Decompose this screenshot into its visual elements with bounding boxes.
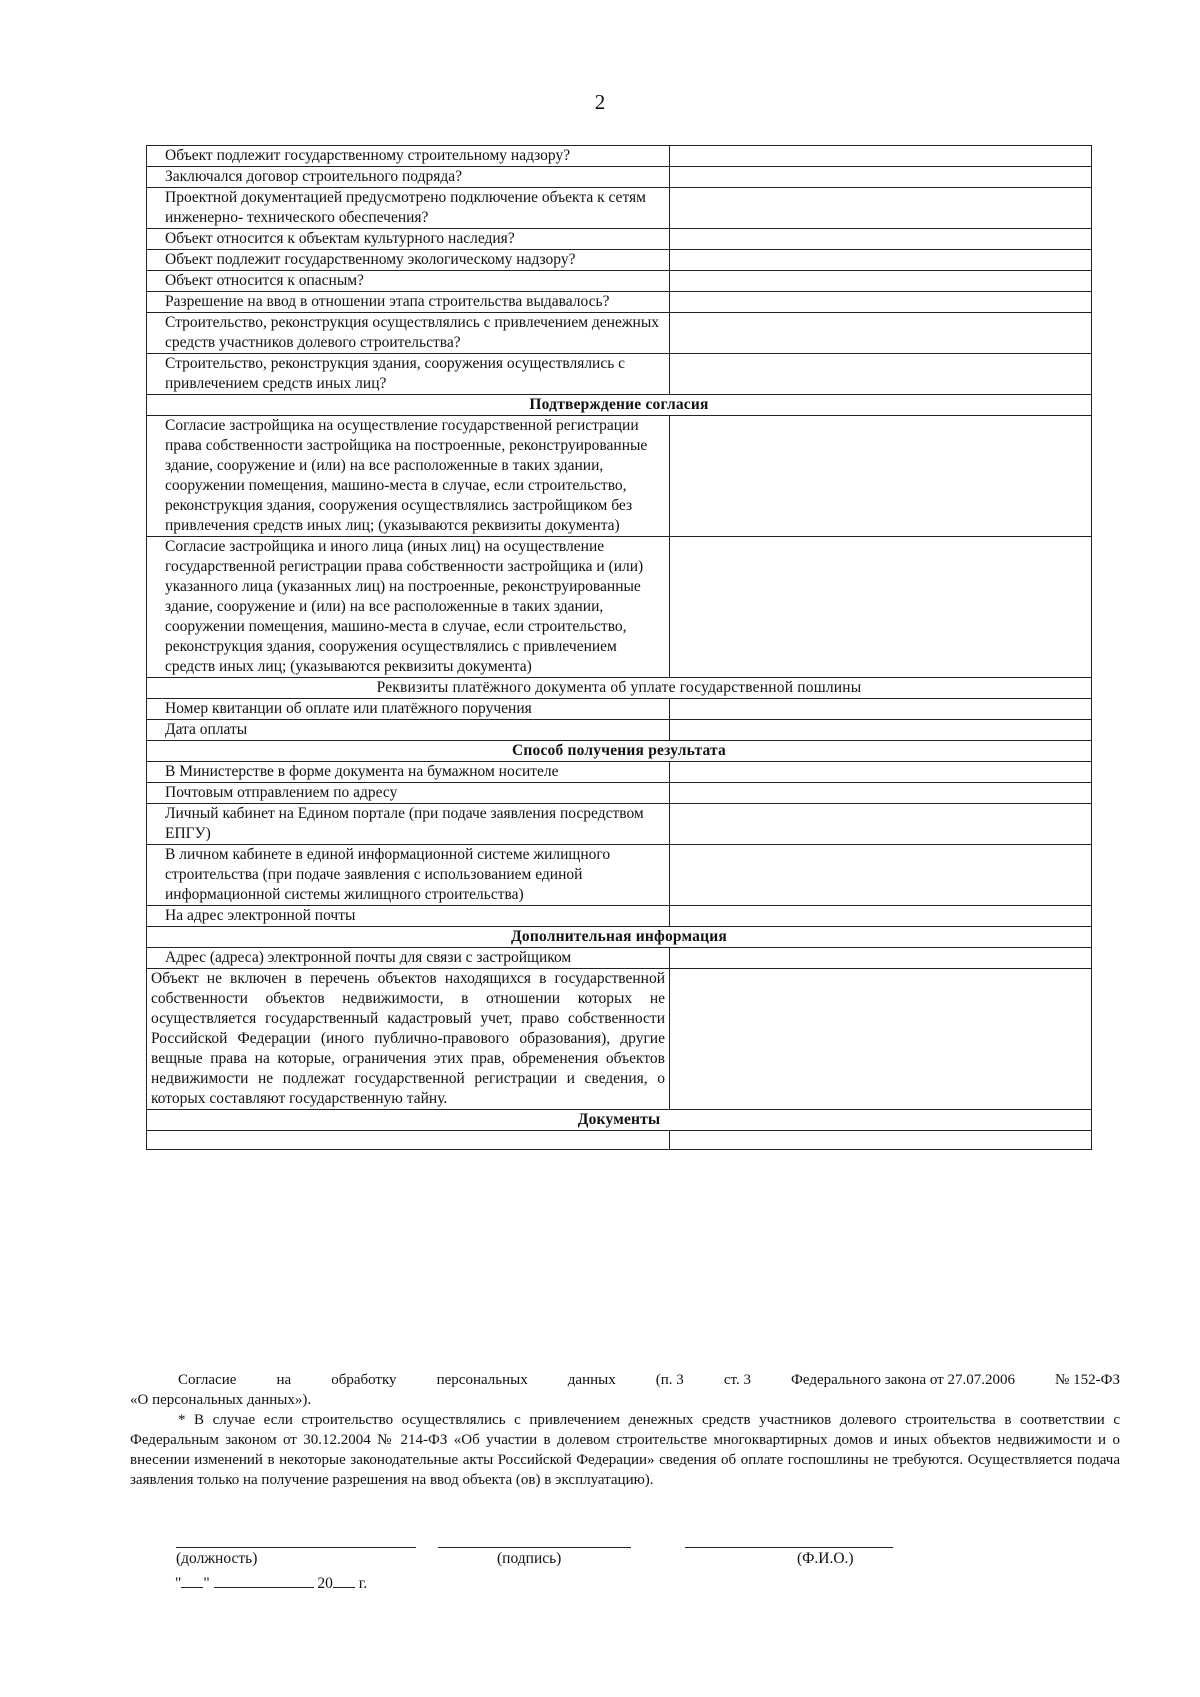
- consent-line-2: «О персональных данных»).: [130, 1392, 312, 1408]
- form-row: [147, 783, 1092, 804]
- row-label: В Министерстве в форме документа на бумажном носителе: [147, 762, 670, 783]
- day-blank[interactable]: [181, 1573, 203, 1588]
- form-row: [147, 188, 1092, 229]
- consent-word: данных: [567, 1372, 616, 1388]
- form-row: [147, 354, 1092, 395]
- signature-label: (подпись): [497, 1550, 562, 1567]
- row-label: Объект подлежит государственному строительному надзору?: [147, 146, 670, 167]
- row-label: Объект относится к объектам культурного наследия?: [147, 229, 670, 250]
- form-row: [147, 845, 1092, 906]
- date-field[interactable]: [175, 1573, 367, 1593]
- row-label: Согласие застройщика на осуществление государственной регистрации права собственности застройщика на построенные, реконструированные здание, сооружение и (или) на все расположенные в таких здании, сооружении помещения, машино-места в случае, если строительство, реконструкция здания, сооружения осуществлялись застройщиком без привлечения средств иных лиц; (указываются реквизиты документа): [147, 416, 670, 537]
- row-label: Личный кабинет на Едином портале (при подаче заявления посредством ЕПГУ): [147, 804, 670, 845]
- row-label: Разрешение на ввод в отношении этапа строительства выдавалось?: [147, 292, 670, 313]
- row-label: Строительство, реконструкция осуществлялись с привлечением денежных средств участников долевого строительства?: [147, 313, 670, 354]
- consent-word: Федерального закона от 27.07.2006: [791, 1372, 1015, 1388]
- row-value-field[interactable]: [670, 292, 1092, 313]
- application-form-table: [146, 145, 1092, 1150]
- page-number: 2: [594, 90, 606, 114]
- position-label: (должность): [176, 1550, 258, 1567]
- footnote-text: * В случае если строительство осуществлялись с привлечением денежных средств участников долевого строительства в соответствии с Федеральным законом от 30.12.2004 № 214-ФЗ «Об участии в долевом строительстве многоквартирных домов и иных объектов недвижимости и о внесении изменений в некоторые законодательные акты Российской Федерации» сведения об оплате госпошлины не требуются. Осуществляется подача заявления только на получение разрешения на ввод объекта (ов) в эксплуатацию).: [130, 1412, 1120, 1488]
- form-row: [147, 906, 1092, 927]
- form-row: [147, 313, 1092, 354]
- row-value-field[interactable]: [670, 969, 1092, 1110]
- section-title: Подтверждение согласия: [147, 395, 1092, 416]
- consent-word: № 152-ФЗ: [1055, 1372, 1120, 1388]
- section-header-payment: [147, 678, 1092, 699]
- form-row: [147, 762, 1092, 783]
- row-value-field[interactable]: [670, 804, 1092, 845]
- row-label: Объект относится к опасным?: [147, 271, 670, 292]
- section-header-additional: [147, 927, 1092, 948]
- row-value-field[interactable]: [670, 720, 1092, 741]
- row-label: Адрес (адреса) электронной почты для связи с застройщиком: [147, 948, 670, 969]
- section-title: Способ получения результата: [147, 741, 1092, 762]
- form-row: [147, 271, 1092, 292]
- section-header-consent: [147, 395, 1092, 416]
- row-value-field[interactable]: [670, 762, 1092, 783]
- section-title: Документы: [147, 1110, 1092, 1131]
- section-title: Дополнительная информация: [147, 927, 1092, 948]
- footnote: [130, 1410, 1120, 1490]
- row-value-field[interactable]: [670, 699, 1092, 720]
- year-blank[interactable]: [333, 1573, 355, 1588]
- form-row: [147, 167, 1092, 188]
- date-quote-open: ": [175, 1575, 182, 1592]
- row-value-field[interactable]: [670, 167, 1092, 188]
- date-suffix: г.: [358, 1575, 368, 1592]
- row-value-field[interactable]: [670, 783, 1092, 804]
- form-row: [147, 699, 1092, 720]
- form-row: [147, 948, 1092, 969]
- row-label: Объект подлежит государственному экологическому надзору?: [147, 250, 670, 271]
- row-value-field[interactable]: [670, 906, 1092, 927]
- row-label: На адрес электронной почты: [147, 906, 670, 927]
- row-label: Заключался договор строительного подряда?: [147, 167, 670, 188]
- documents-value-field[interactable]: [670, 1131, 1092, 1150]
- date-quote-close: ": [203, 1575, 210, 1592]
- section-title: Реквизиты платёжного документа об уплате государственной пошлины: [147, 678, 1092, 699]
- row-label: В личном кабинете в единой информационной системе жилищного строительства (при подаче заявления с использованием единой информационной системы жилищного строительства): [147, 845, 670, 906]
- row-value-field[interactable]: [670, 948, 1092, 969]
- form-row: [147, 537, 1092, 678]
- date-year-prefix: 20: [317, 1575, 333, 1592]
- row-value-field[interactable]: [670, 313, 1092, 354]
- personal-data-consent-note: [130, 1370, 1120, 1410]
- row-value-field[interactable]: [670, 845, 1092, 906]
- row-value-field[interactable]: [670, 188, 1092, 229]
- position-line[interactable]: [176, 1547, 416, 1548]
- row-label: Дата оплаты: [147, 720, 670, 741]
- row-value-field[interactable]: [670, 416, 1092, 537]
- form-row: [147, 804, 1092, 845]
- consent-word: обработку: [331, 1372, 397, 1388]
- form-row: [147, 416, 1092, 537]
- form-row: [147, 229, 1092, 250]
- row-value-field[interactable]: [670, 146, 1092, 167]
- row-value-field[interactable]: [670, 250, 1092, 271]
- consent-word: ст. 3: [723, 1372, 751, 1388]
- row-value-field[interactable]: [670, 354, 1092, 395]
- form-row: [147, 292, 1092, 313]
- row-label: Строительство, реконструкция здания, сооружения осуществлялись с привлечением средств иных лиц?: [147, 354, 670, 395]
- row-label: Номер квитанции об оплате или платёжного поручения: [147, 699, 670, 720]
- row-label: Почтовым отправлением по адресу: [147, 783, 670, 804]
- row-label: Объект не включен в перечень объектов находящихся в государственной собственности объектов недвижимости, в отношении которых не осуществляется государственный кадастровый учет, право собственности Российской Федерации (иного публично-правового образования), другие вещные права на которые, ограничения этих прав, обременения объектов недвижимости не подлежат государственной регистрации и сведения, о которых составляют государственную тайну.: [147, 969, 670, 1110]
- row-label: Согласие застройщика и иного лица (иных лиц) на осуществление государственной регистрации права собственности застройщика и (или) указанного лица (указанных лиц) на построенные, реконструированные здание, сооружение и (или) на все расположенные в таких здании, сооружении помещения, машино-места в случае, если строительство, реконструкция здания, сооружения осуществлялись с привлечением средств иных лиц; (указываются реквизиты документа): [147, 537, 670, 678]
- form-row: [147, 1131, 1092, 1150]
- consent-word: персональных: [436, 1372, 528, 1388]
- form-row: [147, 969, 1092, 1110]
- fio-line[interactable]: [685, 1547, 893, 1548]
- documents-field[interactable]: [147, 1131, 670, 1150]
- signature-line[interactable]: [438, 1547, 631, 1548]
- consent-word: Согласие: [178, 1372, 237, 1388]
- form-row: [147, 250, 1092, 271]
- row-label: Проектной документацией предусмотрено подключение объекта к сетям инженерно- технического обеспечения?: [147, 188, 670, 229]
- row-value-field[interactable]: [670, 229, 1092, 250]
- fio-label: (Ф.И.О.): [797, 1550, 854, 1567]
- form-row: [147, 720, 1092, 741]
- consent-word: на: [276, 1372, 292, 1388]
- row-value-field[interactable]: [670, 537, 1092, 678]
- month-blank[interactable]: [214, 1573, 314, 1588]
- section-header-documents: [147, 1110, 1092, 1131]
- row-value-field[interactable]: [670, 271, 1092, 292]
- section-header-result: [147, 741, 1092, 762]
- form-row: [147, 146, 1092, 167]
- consent-word: (п. 3: [655, 1372, 684, 1388]
